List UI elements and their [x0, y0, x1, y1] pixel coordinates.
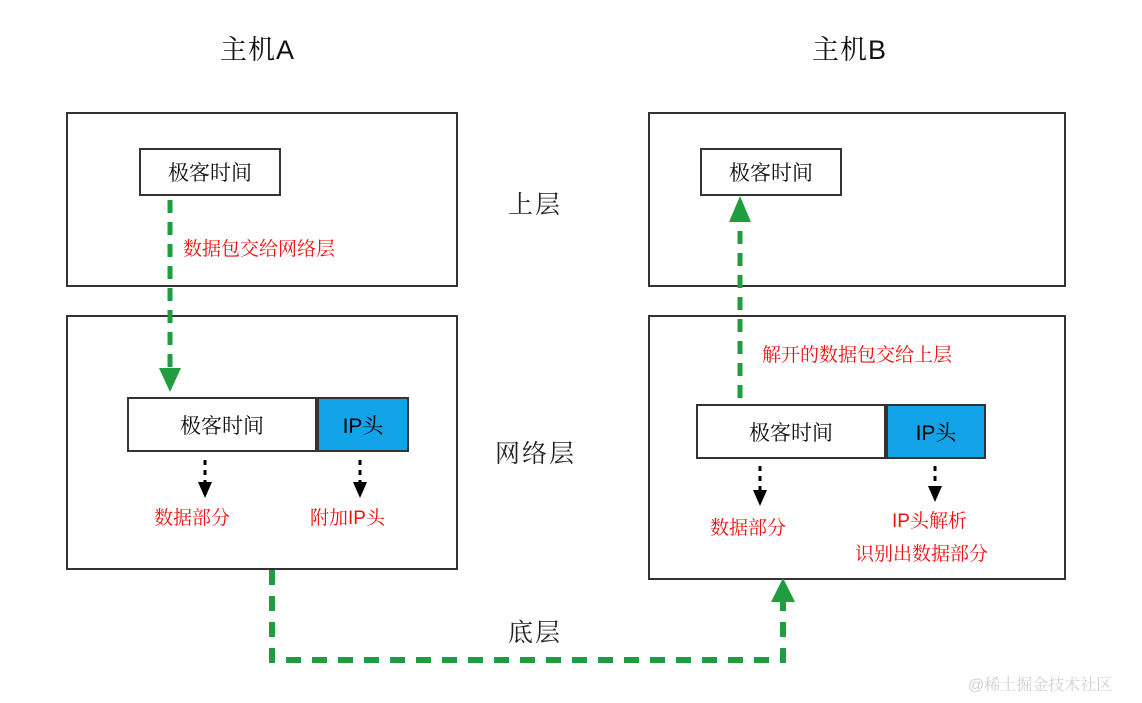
host-a-note-add-ip-header: 附加IP头 — [310, 508, 385, 529]
host-a-note-data-part: 数据部分 — [154, 508, 231, 529]
host-a-title: 主机A — [220, 35, 296, 65]
host-b-note-data-part: 数据部分 — [710, 518, 787, 539]
layer-label-upper: 上层 — [508, 191, 563, 219]
host-b-packet-ip-header: IP头 — [886, 404, 986, 459]
host-a-packet-ip-header: IP头 — [317, 397, 409, 452]
layer-label-bottom: 底层 — [508, 619, 563, 647]
host-b-packet-data: 极客时间 — [696, 404, 886, 459]
layer-label-network: 网络层 — [495, 440, 577, 468]
watermark: @稀土掘金技术社区 — [968, 677, 1113, 694]
host-b-note-unpack-to-upper: 解开的数据包交给上层 — [762, 345, 953, 366]
host-b-title: 主机B — [812, 35, 888, 65]
host-b-note-identify-data: 识别出数据部分 — [855, 544, 989, 565]
host-b-upper-packet: 极客时间 — [700, 148, 842, 196]
host-a-upper-note: 数据包交给网络层 — [183, 239, 336, 260]
host-a-packet-data: 极客时间 — [127, 397, 317, 452]
host-a-upper-packet: 极客时间 — [139, 148, 281, 196]
host-b-upper-layer-box — [648, 112, 1066, 287]
host-b-note-ip-parse: IP头解析 — [892, 511, 967, 532]
